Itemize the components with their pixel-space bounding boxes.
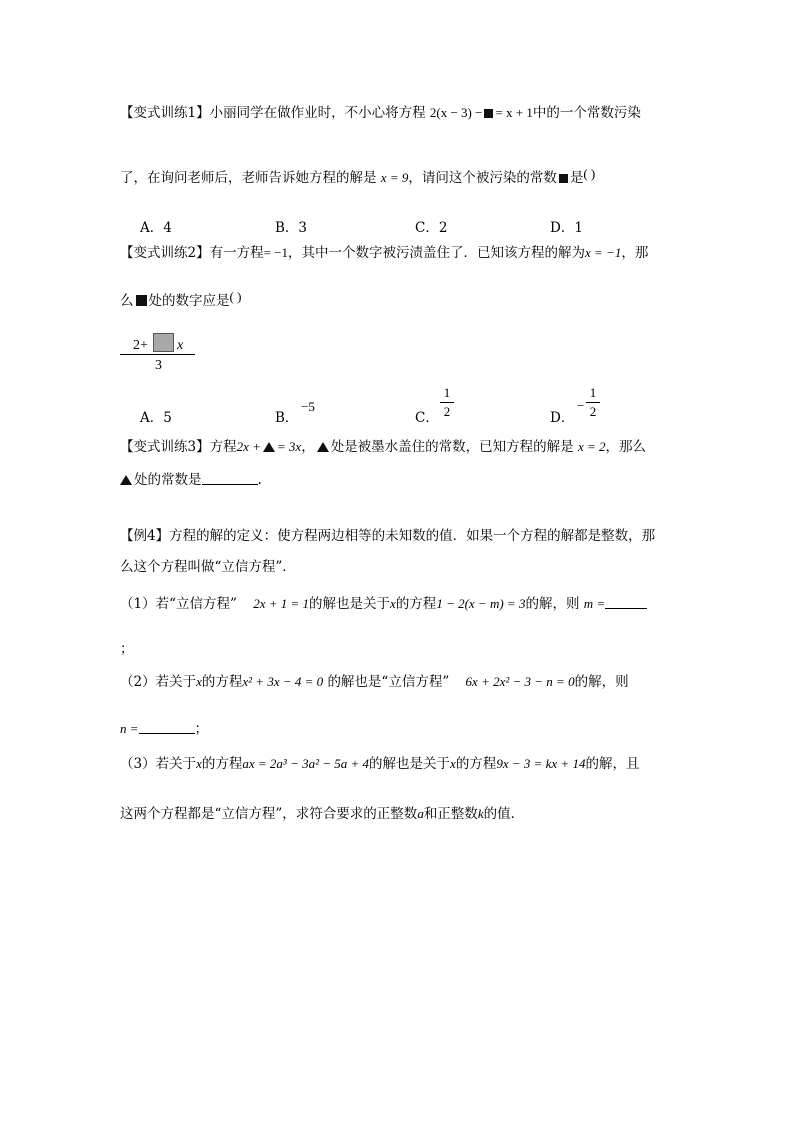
ex4-q3-b: 的方程 — [201, 756, 243, 772]
v2-option-d-den: 2 — [589, 404, 597, 419]
v3-line1 — [120, 440, 646, 455]
fraction-bar — [440, 402, 454, 403]
v3-line1-mid: ， — [301, 439, 315, 455]
ex4-q1-eq1: 2x + 1 = 1 — [253, 596, 310, 611]
ex4-q3-eq1: ax = 2a³ − 3a² − 5a + 4 — [242, 756, 370, 771]
ex4-q3-line2-a: 这两个方程都是“立信方程”，求符合要求的正整数 — [120, 806, 418, 822]
v1-eq-right: = x + 1 — [495, 105, 533, 120]
v2-paren: ( ) — [229, 289, 242, 304]
ex4-q2-eq2: 6x + 2x² − 3 − n = 0 — [465, 674, 575, 689]
ex4-q1 — [120, 596, 647, 612]
ex4-q3-var2: x — [450, 756, 456, 771]
v2-option-b-value: −5 — [301, 399, 315, 414]
v2-option-c-num: 1 — [443, 385, 451, 400]
v1-tag: 【变式训练1】 — [120, 105, 210, 121]
v2-frac-num-left: 2+ — [133, 338, 148, 353]
v2-eq: = −1 — [263, 245, 289, 260]
ink-triangle-icon — [317, 442, 329, 452]
v2-line1-mid: ，其中一个数字被污渍盖住了．已知该方程的解为 — [288, 245, 586, 261]
v3-solution: x = 2 — [577, 439, 606, 454]
ex4-q3-var-a: a — [417, 806, 424, 821]
v2-option-d: D． — [550, 410, 575, 426]
v2-line2-tail: 处的数字应是 — [148, 293, 230, 309]
v1-line2-text: 了，在询问老师后，老师告诉她方程的解是 — [120, 170, 377, 186]
v1-eq-left: 2(x − 3) − — [429, 105, 483, 120]
ex4-q1-semicolon: ； — [120, 641, 134, 657]
v3-line1-tail: ，那么 — [605, 439, 647, 455]
ink-square-icon — [559, 174, 568, 183]
ex4-q3-var: x — [196, 756, 202, 771]
ex4-q1-var: x — [390, 596, 396, 611]
fraction-bar — [586, 402, 600, 403]
ex4-q2-c: 的解也是“立信方程” — [327, 674, 450, 690]
ex4-q3-var-k: k — [477, 806, 484, 821]
ex4-q1-c: 的方程 — [395, 596, 437, 612]
v1-option-c: C．2 — [415, 220, 448, 236]
fraction-bar — [120, 354, 195, 355]
v1-tail: 中的一个常数污染 — [532, 105, 641, 121]
v1-line2 — [120, 167, 595, 186]
answer-blank[interactable] — [139, 721, 195, 734]
stain-box-icon — [153, 333, 174, 352]
ex4-q2-var: x — [196, 674, 202, 689]
v2-line2-text: 么 — [120, 293, 134, 309]
v1-option-a: A．4 — [140, 220, 172, 236]
v1-option-d: D．1 — [550, 220, 583, 236]
ex4-q3 — [120, 757, 639, 772]
v1-solution: x = 9 — [380, 170, 409, 185]
ink-triangle-icon — [120, 475, 132, 485]
ex4-q2-a: （2）若关于 — [120, 674, 197, 690]
ink-square-icon — [136, 295, 147, 306]
ex4-q1-a: （1）若“立信方程” — [120, 596, 237, 612]
ex4-q3-a: （3）若关于 — [120, 756, 197, 772]
v1-line1 — [120, 106, 641, 121]
v3-line1-text: 方程 — [209, 439, 237, 455]
v2-line2 — [120, 290, 241, 309]
ex4-q3-line2-c: 的值． — [483, 806, 525, 822]
v3-eq-left: 2x + — [236, 439, 261, 454]
v2-tag: 【变式训练2】 — [120, 245, 210, 261]
ex4-q3-line2 — [120, 807, 524, 822]
ex4-q1-eq2: 1 − 2(x − m) = 3 — [436, 596, 526, 611]
v1-line2-tail: ，请问这个被污染的常数 — [408, 170, 557, 186]
v3-line2 — [120, 472, 262, 488]
v2-line1 — [120, 246, 648, 261]
ex4-line1-text: 方程的解的定义：使方程两边相等的未知数的值．如果一个方程的解都是整数，那 — [169, 528, 656, 544]
v2-option-c: C． — [415, 410, 439, 426]
ex4-q1-d: 的解，则 — [525, 596, 580, 612]
v1-text: 小丽同学在做作业时，不小心将方程 — [209, 105, 426, 121]
v2-line1-tail: ，那 — [621, 245, 649, 261]
v1-line2-end: 是 — [569, 170, 584, 186]
ex4-q3-eq2: 9x − 3 = kx + 14 — [496, 756, 586, 771]
v2-option-a: A．5 — [140, 410, 172, 426]
v3-tag: 【变式训练3】 — [120, 439, 210, 455]
ex4-line1 — [120, 530, 655, 544]
v1-paren: ( ) — [583, 166, 596, 181]
ex4-tag: 【例4】 — [120, 528, 170, 544]
v2-option-c-fraction — [440, 385, 454, 420]
v3-eq-right: = 3x — [276, 439, 302, 454]
ink-square-icon — [484, 109, 493, 118]
v3-line1-mid2: 处是被墨水盖住的常数，已知方程的解是 — [330, 439, 574, 455]
v2-frac-num-var: x — [177, 338, 184, 353]
ex4-q1-b: 的解也是关于 — [309, 596, 391, 612]
v2-option-d-num: 1 — [589, 385, 597, 400]
v2-option-b: B． — [275, 410, 299, 426]
ex4-q2-semicolon: ； — [194, 721, 209, 737]
ex4-q2-b: 的方程 — [201, 674, 243, 690]
ex4-q3-d: 的方程 — [455, 756, 497, 772]
v2-solution: x = −1 — [585, 245, 622, 260]
ex4-q3-e: 的解，且 — [585, 756, 640, 772]
ex4-q1-ans-label: m = — [583, 596, 606, 611]
answer-blank[interactable] — [202, 472, 258, 485]
ex4-q2 — [120, 675, 629, 690]
ex4-line2: 么这个方程叫做“立信方程”． — [120, 559, 296, 575]
answer-blank[interactable] — [605, 596, 647, 609]
ex4-q2-ans-label: n = — [120, 721, 139, 736]
v2-line1-text: 有一方程 — [209, 245, 264, 261]
v2-option-d-sign: − — [577, 398, 585, 413]
ink-triangle-icon — [263, 442, 275, 452]
v3-line2-tail: 处的常数是 — [134, 472, 202, 488]
ex4-q3-line2-b: 和正整数 — [423, 806, 478, 822]
ex4-q2-d: 的解，则 — [574, 674, 629, 690]
ex4-q3-c: 的解也是关于 — [369, 756, 451, 772]
v2-option-d-fraction — [586, 385, 600, 420]
v2-option-c-den: 2 — [443, 404, 451, 419]
v3-line2-end: . — [257, 472, 262, 488]
v1-option-b: B．3 — [275, 220, 308, 236]
ex4-q2-eq1: x² + 3x − 4 = 0 — [242, 674, 324, 689]
ex4-q2-answer — [120, 721, 208, 737]
v2-frac-den: 3 — [155, 358, 162, 373]
